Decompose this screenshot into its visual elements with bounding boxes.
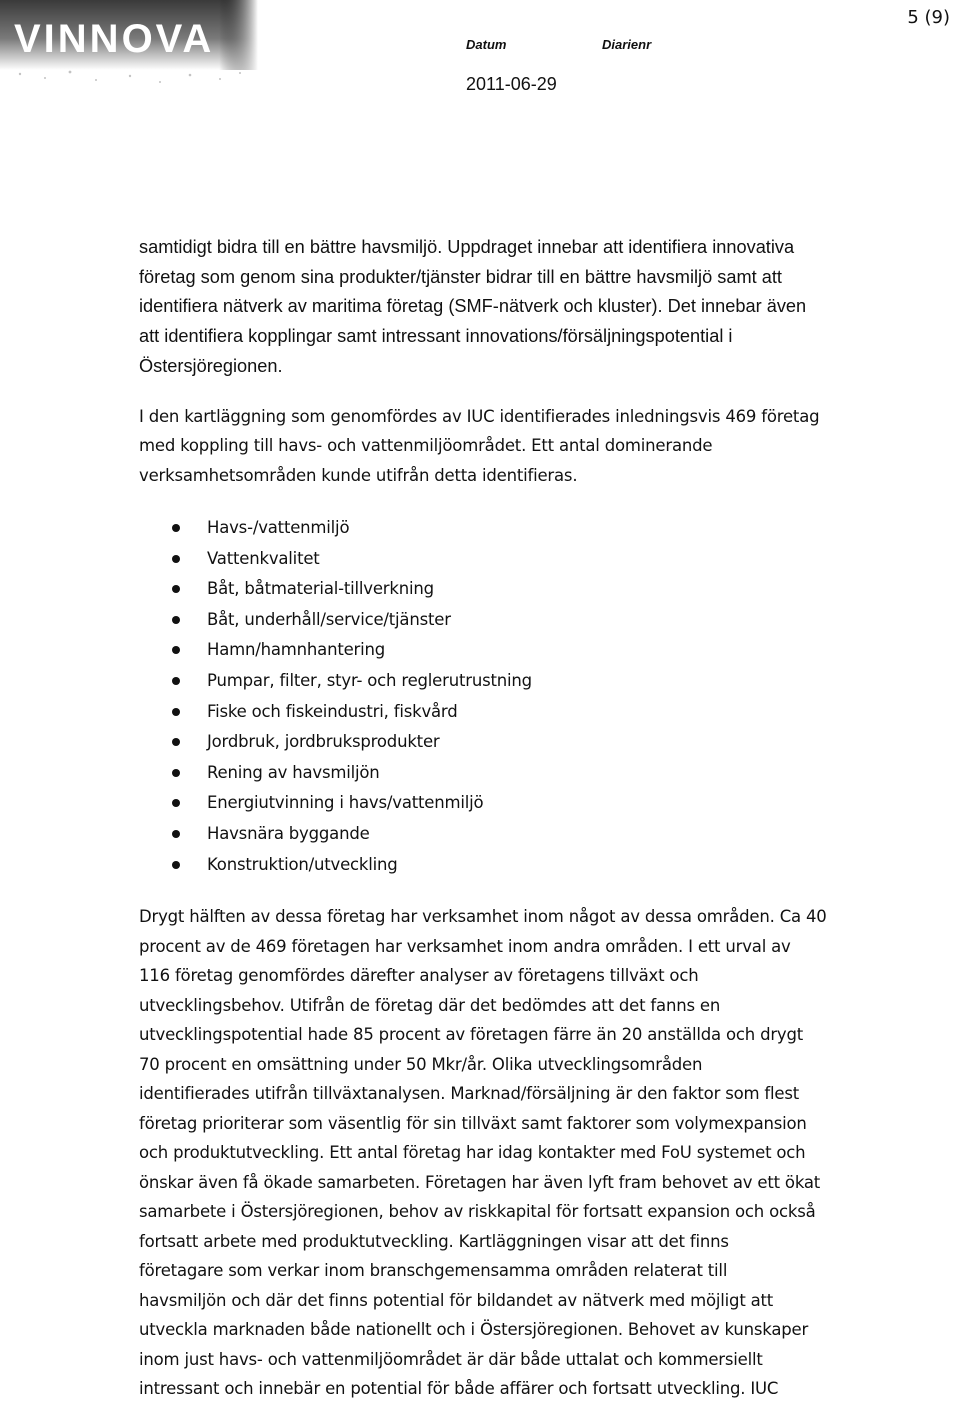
list-item (139, 697, 939, 728)
paragraph-survey (139, 402, 939, 491)
list-item-text: Havs-/vattenmiljö (207, 518, 350, 538)
bullet-icon (172, 524, 180, 532)
list-item (139, 850, 939, 881)
bullet-icon (172, 677, 180, 685)
bullet-icon (172, 616, 180, 624)
list-item-text: Energiutvinning i havs/vattenmiljö (207, 793, 484, 813)
list-item-text: Konstruktion/utveckling (207, 854, 398, 874)
text-line: önskar även få ökade samarbeten. Företagen har även lyft fram behovet av ett ökat (139, 1172, 821, 1192)
list-item (139, 727, 939, 758)
list-item (139, 605, 939, 636)
text-line: företag prioriterar som väsentlig för sin tillväxt samt faktorer som volymexpansion (139, 1113, 807, 1133)
list-item-text: Båt, båtmaterial-tillverkning (207, 579, 434, 599)
vinnova-logo (0, 0, 258, 88)
diarienr-label: Diarienr (602, 37, 652, 52)
list-item (139, 513, 939, 544)
bullet-icon (172, 708, 180, 716)
list-item (139, 635, 939, 666)
document-date: 2011-06-29 (466, 74, 557, 94)
text-line: att identifiera kopplingar samt intressant innovations/försäljningspotential i (139, 326, 733, 347)
text-line: procent av de 469 företagen har verksamhet inom andra områden. I ett urval av (139, 936, 791, 956)
paragraph-analysis (139, 902, 939, 1404)
text-line: identifierades utifrån tillväxtanalysen. Marknad/försäljning är den faktor som flest (139, 1084, 800, 1104)
text-line: fortsatt arbete med produktutveckling. Kartläggningen visar att det finns (139, 1231, 729, 1251)
text-line: 70 procent en omsättning under 50 Mkr/år. Olika utvecklingsområden (139, 1054, 703, 1074)
text-line: utvecklingspotential hade 85 procent av företagen färre än 20 anställda och drygt (139, 1025, 804, 1045)
list-item-text: Vattenkvalitet (207, 548, 320, 568)
text-line: Drygt hälften av dessa företag har verksamhet inom något av dessa områden. Ca 40 (139, 907, 827, 927)
svg-text:VINNOVA: VINNOVA (14, 17, 215, 61)
text-line: och produktutveckling. Ett antal företag har idag kontakter med FoU systemet och (139, 1143, 806, 1163)
bullet-icon (172, 830, 180, 838)
business-areas-list (139, 513, 939, 880)
bullet-icon (172, 555, 180, 563)
text-line: Östersjöregionen. (139, 355, 283, 376)
text-line: intressant och innebär en potential för både affärer och fortsatt utveckling. IUC (139, 1379, 779, 1399)
text-line: verksamhetsområden kunde utifrån detta identifieras. (139, 465, 578, 485)
bullet-icon (172, 769, 180, 777)
text-line: företag som genom sina produkter/tjänster bidrar till en bättre havsmiljö samt att (139, 266, 782, 287)
list-item (139, 544, 939, 575)
list-item-text: Pumpar, filter, styr- och reglerutrustning (207, 670, 532, 690)
list-item-text: Jordbruk, jordbruksprodukter (207, 732, 440, 752)
list-item-text: Båt, underhåll/service/tjänster (207, 609, 451, 629)
text-line: samarbete i Östersjöregionen, behov av riskkapital för fortsatt expansion och också (139, 1202, 816, 1222)
text-line: utvecklingsbehov. Utifrån de företag där det bedömdes att det fanns en (139, 995, 721, 1015)
text-line: 116 företag genomfördes därefter analyser av företagens tillväxt och (139, 966, 699, 986)
list-item (139, 758, 939, 789)
list-item (139, 788, 939, 819)
text-line: havsmiljön och där det finns potential för bildandet av nätverk med möjligt att (139, 1290, 774, 1310)
text-line: I den kartläggning som genomfördes av IUC identifierades inledningsvis 469 företag (139, 406, 820, 426)
list-item (139, 666, 939, 697)
logo-graphic (0, 0, 258, 88)
list-item (139, 819, 939, 850)
list-item-text: Fiske och fiskeindustri, fiskvård (207, 701, 458, 721)
text-line: samtidigt bidra till en bättre havsmiljö. Uppdraget innebar att identifiera innovativa (139, 237, 795, 257)
datum-label: Datum (466, 37, 507, 52)
list-item (139, 574, 939, 605)
text-line: företagare som verkar inom branschgemensamma områden relaterat till (139, 1261, 728, 1281)
list-item-text: Havsnära byggande (207, 823, 370, 843)
bullet-icon (172, 799, 180, 807)
bullet-icon (172, 585, 180, 593)
paragraph-intro (139, 233, 939, 382)
text-line: identifiera nätverk av maritima företag (SMF-nätverk och kluster). Det innebar även (139, 296, 807, 317)
list-item-text: Rening av havsmiljön (207, 762, 380, 782)
bullet-icon (172, 738, 180, 746)
page-number: 5 (9) (907, 7, 950, 28)
list-item-text: Hamn/hamnhantering (207, 640, 386, 660)
bullet-icon (172, 646, 180, 654)
text-line: utveckla marknaden både nationellt och i Östersjöregionen. Behovet av kunskaper (139, 1320, 809, 1340)
text-line: inom just havs- och vattenmiljöområdet är där både uttalat och kommersiellt (139, 1349, 763, 1369)
bullet-icon (172, 861, 180, 869)
text-line: med koppling till havs- och vattenmiljöområdet. Ett antal dominerande (139, 436, 713, 456)
document-body (139, 233, 939, 1404)
